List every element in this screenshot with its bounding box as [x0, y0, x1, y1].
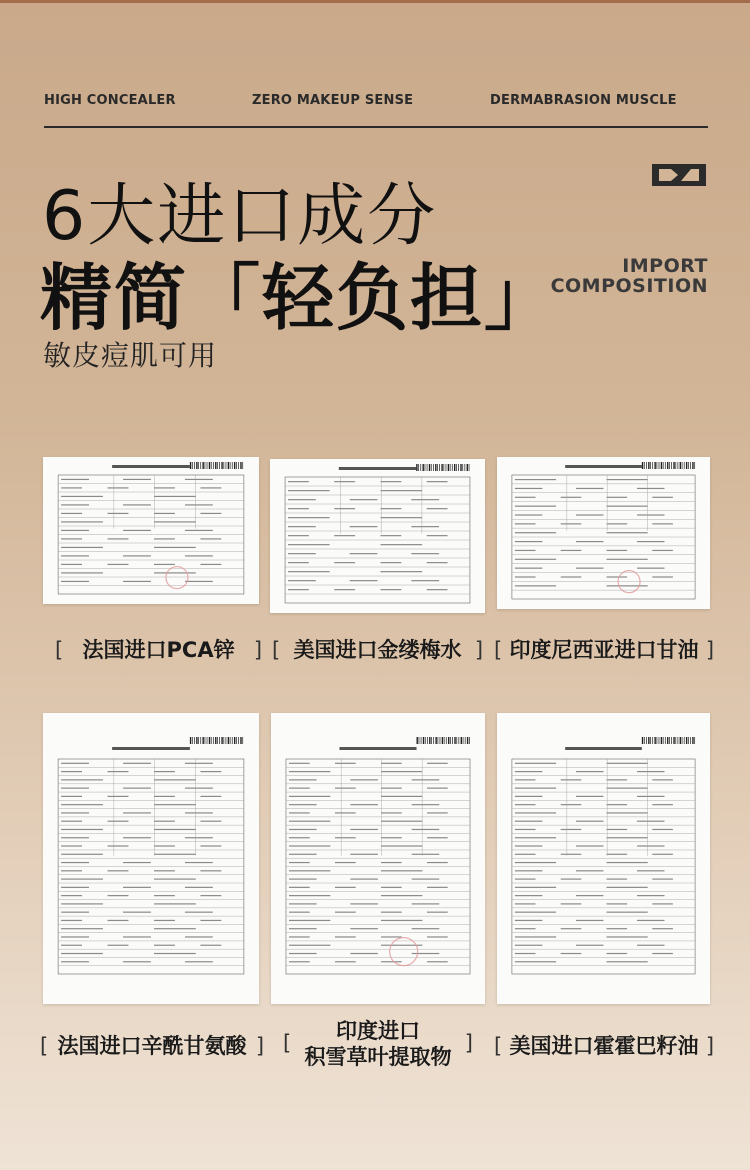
bracket-open: [ — [493, 1034, 503, 1058]
bracket-open: [ — [271, 638, 281, 662]
tagline-zero-makeup: ZERO MAKEUP SENSE — [252, 93, 414, 108]
bracket-open: [ — [55, 638, 64, 662]
ingredient-label: 法国进口PCA锌 — [82, 638, 235, 662]
tagline-high-concealer: HIGH CONCEALER — [44, 93, 176, 108]
bracket-close: ] — [705, 638, 715, 662]
bracket-close: ] — [464, 1031, 473, 1055]
ingredient-label: 印度尼西亚进口甘油 — [509, 638, 699, 662]
brand-logo-icon — [651, 163, 707, 187]
customs-document-1 — [43, 457, 259, 604]
header-divider — [44, 126, 708, 128]
ingredient-label: 美国进口金缕梅水 — [293, 638, 462, 662]
import-label-line1: IMPORT — [622, 255, 708, 277]
customs-document-5 — [271, 713, 485, 1004]
ingredient-caption-6 — [493, 1030, 715, 1060]
bracket-close: ] — [474, 638, 484, 662]
tagline-dermabrasion: DERMABRASION MUSCLE — [490, 93, 677, 108]
import-label-line2: COMPOSITION — [550, 275, 708, 297]
bracket-close: ] — [255, 1034, 265, 1058]
bracket-close: ] — [253, 638, 263, 662]
ingredient-label-line1: 印度进口 — [336, 1019, 420, 1043]
ingredient-caption-5 — [283, 1018, 473, 1070]
ingredient-label: 美国进口霍霍巴籽油 — [509, 1034, 699, 1058]
ingredient-caption-1 — [55, 634, 263, 664]
ingredient-label: 法国进口辛酰甘氨酸 — [57, 1034, 247, 1058]
customs-document-6 — [497, 713, 710, 1004]
customs-document-2 — [270, 459, 485, 613]
top-accent-line — [0, 0, 750, 3]
headline-line2: 精简「轻负担」 — [40, 256, 559, 340]
ingredient-caption-3 — [493, 634, 715, 664]
bracket-close: ] — [705, 1034, 715, 1058]
ingredient-caption-4 — [40, 1030, 264, 1060]
import-composition-label — [551, 256, 708, 296]
headline-line1: 6大进口成分 — [42, 177, 438, 256]
ingredient-label-line2: 积雪草叶提取物 — [304, 1045, 452, 1069]
headline-subtitle: 敏皮痘肌可用 — [43, 339, 218, 372]
customs-document-4 — [43, 713, 259, 1004]
bracket-open: [ — [493, 638, 503, 662]
customs-document-3 — [497, 457, 710, 609]
bracket-open: [ — [40, 1034, 49, 1058]
bracket-open: [ — [283, 1031, 292, 1055]
ingredient-caption-2 — [270, 634, 485, 664]
